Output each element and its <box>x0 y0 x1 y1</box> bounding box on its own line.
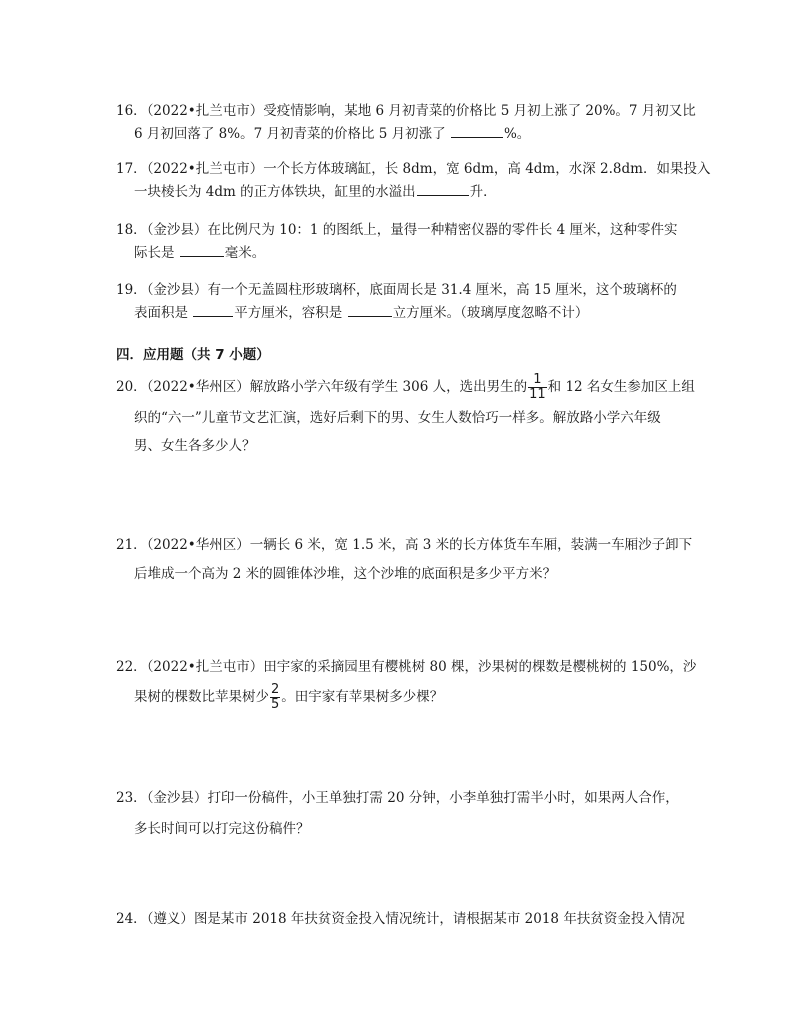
question-number: 16． <box>116 103 147 119</box>
answer-blank[interactable] <box>417 180 469 196</box>
question-22-line-2 <box>116 682 686 712</box>
question-number: 18． <box>116 222 147 238</box>
question-number: 17． <box>116 161 147 177</box>
question-text: 表面积是 <box>134 305 193 321</box>
question-23-line-2 <box>116 818 686 840</box>
question-21-line-2 <box>116 563 686 585</box>
question-17-line-2 <box>116 180 686 202</box>
question-text: 平方厘米，容积是 <box>234 305 347 321</box>
question-source: （金沙县） <box>146 790 208 806</box>
answer-blank[interactable] <box>348 301 392 317</box>
question-21 <box>116 534 693 585</box>
fraction-denominator: 11 <box>529 387 546 402</box>
question-16-line-1 <box>116 100 696 122</box>
question-22-line-1 <box>116 656 697 678</box>
question-source: （2022•扎兰屯市） <box>146 103 264 119</box>
question-19-line-1 <box>116 279 686 301</box>
question-20-line-1 <box>116 372 695 402</box>
question-text: 和 12 名女生参加区上组 <box>547 379 695 395</box>
answer-blank[interactable] <box>193 301 233 317</box>
question-23-line-1 <box>116 787 686 809</box>
question-text: 毫米。 <box>224 245 266 261</box>
question-number: 21． <box>116 537 147 553</box>
question-text: 后堆成一个高为 2 米的圆锥体沙堆，这个沙堆的底面积是多少平方米？ <box>134 566 557 582</box>
question-text: 一块棱长为 4dm 的正方体铁块，缸里的水溢出 <box>134 184 416 200</box>
question-24 <box>116 908 686 930</box>
question-source: （2022•华州区） <box>146 537 250 553</box>
question-17 <box>116 158 711 202</box>
question-text: 多长时间可以打完这份稿件？ <box>134 821 310 837</box>
question-text: 图是某市 2018 年扶贫资金投入情况统计，请根据某市 2018 年扶贫资金投入情况 <box>193 911 685 927</box>
question-source: （2022•扎兰屯市） <box>146 659 264 675</box>
question-text: 际长是 <box>134 245 179 261</box>
question-19 <box>116 279 686 323</box>
question-text: 受疫情影响，某地 6 月初青菜的价格比 5 月初上涨了 20%。7 月初又比 <box>263 103 696 119</box>
question-source: （2022•扎兰屯市） <box>146 161 264 177</box>
fraction <box>270 683 280 712</box>
question-text: 男、女生各多少人？ <box>134 438 256 454</box>
question-17-line-1 <box>116 158 711 180</box>
answer-blank[interactable] <box>451 122 503 138</box>
question-number: 22． <box>116 659 147 675</box>
question-16 <box>116 100 696 144</box>
question-24-line-1 <box>116 908 686 930</box>
question-21-line-1 <box>116 534 693 556</box>
question-text: %。 <box>503 126 531 142</box>
question-19-line-2 <box>116 301 686 323</box>
fraction-numerator: 2 <box>271 682 280 697</box>
question-text: 田宇家的采摘园里有樱桃树 80 棵，沙果树的棵数是樱桃树的 150%，沙 <box>263 659 697 675</box>
question-source: （2022•华州区） <box>146 379 250 395</box>
question-18-line-2 <box>116 241 686 263</box>
answer-blank[interactable] <box>180 241 224 257</box>
question-18-line-1 <box>116 219 686 241</box>
question-number: 19． <box>116 282 147 298</box>
question-18 <box>116 219 686 263</box>
section-heading: 四．应用题（共 7 小题） <box>116 347 270 363</box>
fraction-numerator: 1 <box>528 373 547 388</box>
question-20 <box>116 372 695 457</box>
question-text: 立方厘米。（玻璃厚度忽略不计） <box>392 305 589 321</box>
question-text: 6 月初回落了 8%。7 月初青菜的价格比 5 月初涨了 <box>134 126 450 142</box>
question-source: （金沙县） <box>146 222 208 238</box>
question-22 <box>116 656 697 712</box>
question-text: 升． <box>469 184 497 200</box>
question-source: （金沙县） <box>146 282 208 298</box>
question-20-line-2 <box>116 407 686 429</box>
question-text: 一个长方体玻璃缸，长 8dm，宽 6dm，高 4dm，水深 2.8dm．如果投入 <box>263 161 711 177</box>
question-text: 在比例尺为 10：1 的图纸上，量得一种精密仪器的零件长 4 厘米，这种零件实 <box>207 222 678 238</box>
question-text: 一辆长 6 米，宽 1.5 米，高 3 米的长方体货车车厢，装满一车厢沙子卸下 <box>249 537 693 553</box>
question-text: 有一个无盖圆柱形玻璃杯，底面周长是 31.4 厘米，高 15 厘米，这个玻璃杯的 <box>207 282 677 298</box>
question-source: （遵义） <box>146 911 194 927</box>
question-text: 果树的棵数比苹果树少 <box>134 689 269 705</box>
question-text: 。田宇家有苹果树多少棵？ <box>281 689 444 705</box>
question-text: 织的“六一”儿童节文艺汇演，选好后剩下的男、女生人数恰巧一样多。解放路小学六年级 <box>134 410 661 426</box>
question-text: 解放路小学六年级有学生 306 人，选出男生的 <box>249 379 528 395</box>
question-20-line-3 <box>116 435 686 457</box>
question-number: 23． <box>116 790 147 806</box>
question-text: 打印一份稿件，小王单独打需 20 分钟，小李单独打需半小时，如果两人合作， <box>207 790 679 806</box>
question-16-line-2 <box>116 122 686 144</box>
question-number: 24． <box>116 911 147 927</box>
fraction <box>528 373 547 402</box>
question-23 <box>116 787 686 840</box>
fraction-denominator: 5 <box>271 697 280 712</box>
question-number: 20． <box>116 379 147 395</box>
